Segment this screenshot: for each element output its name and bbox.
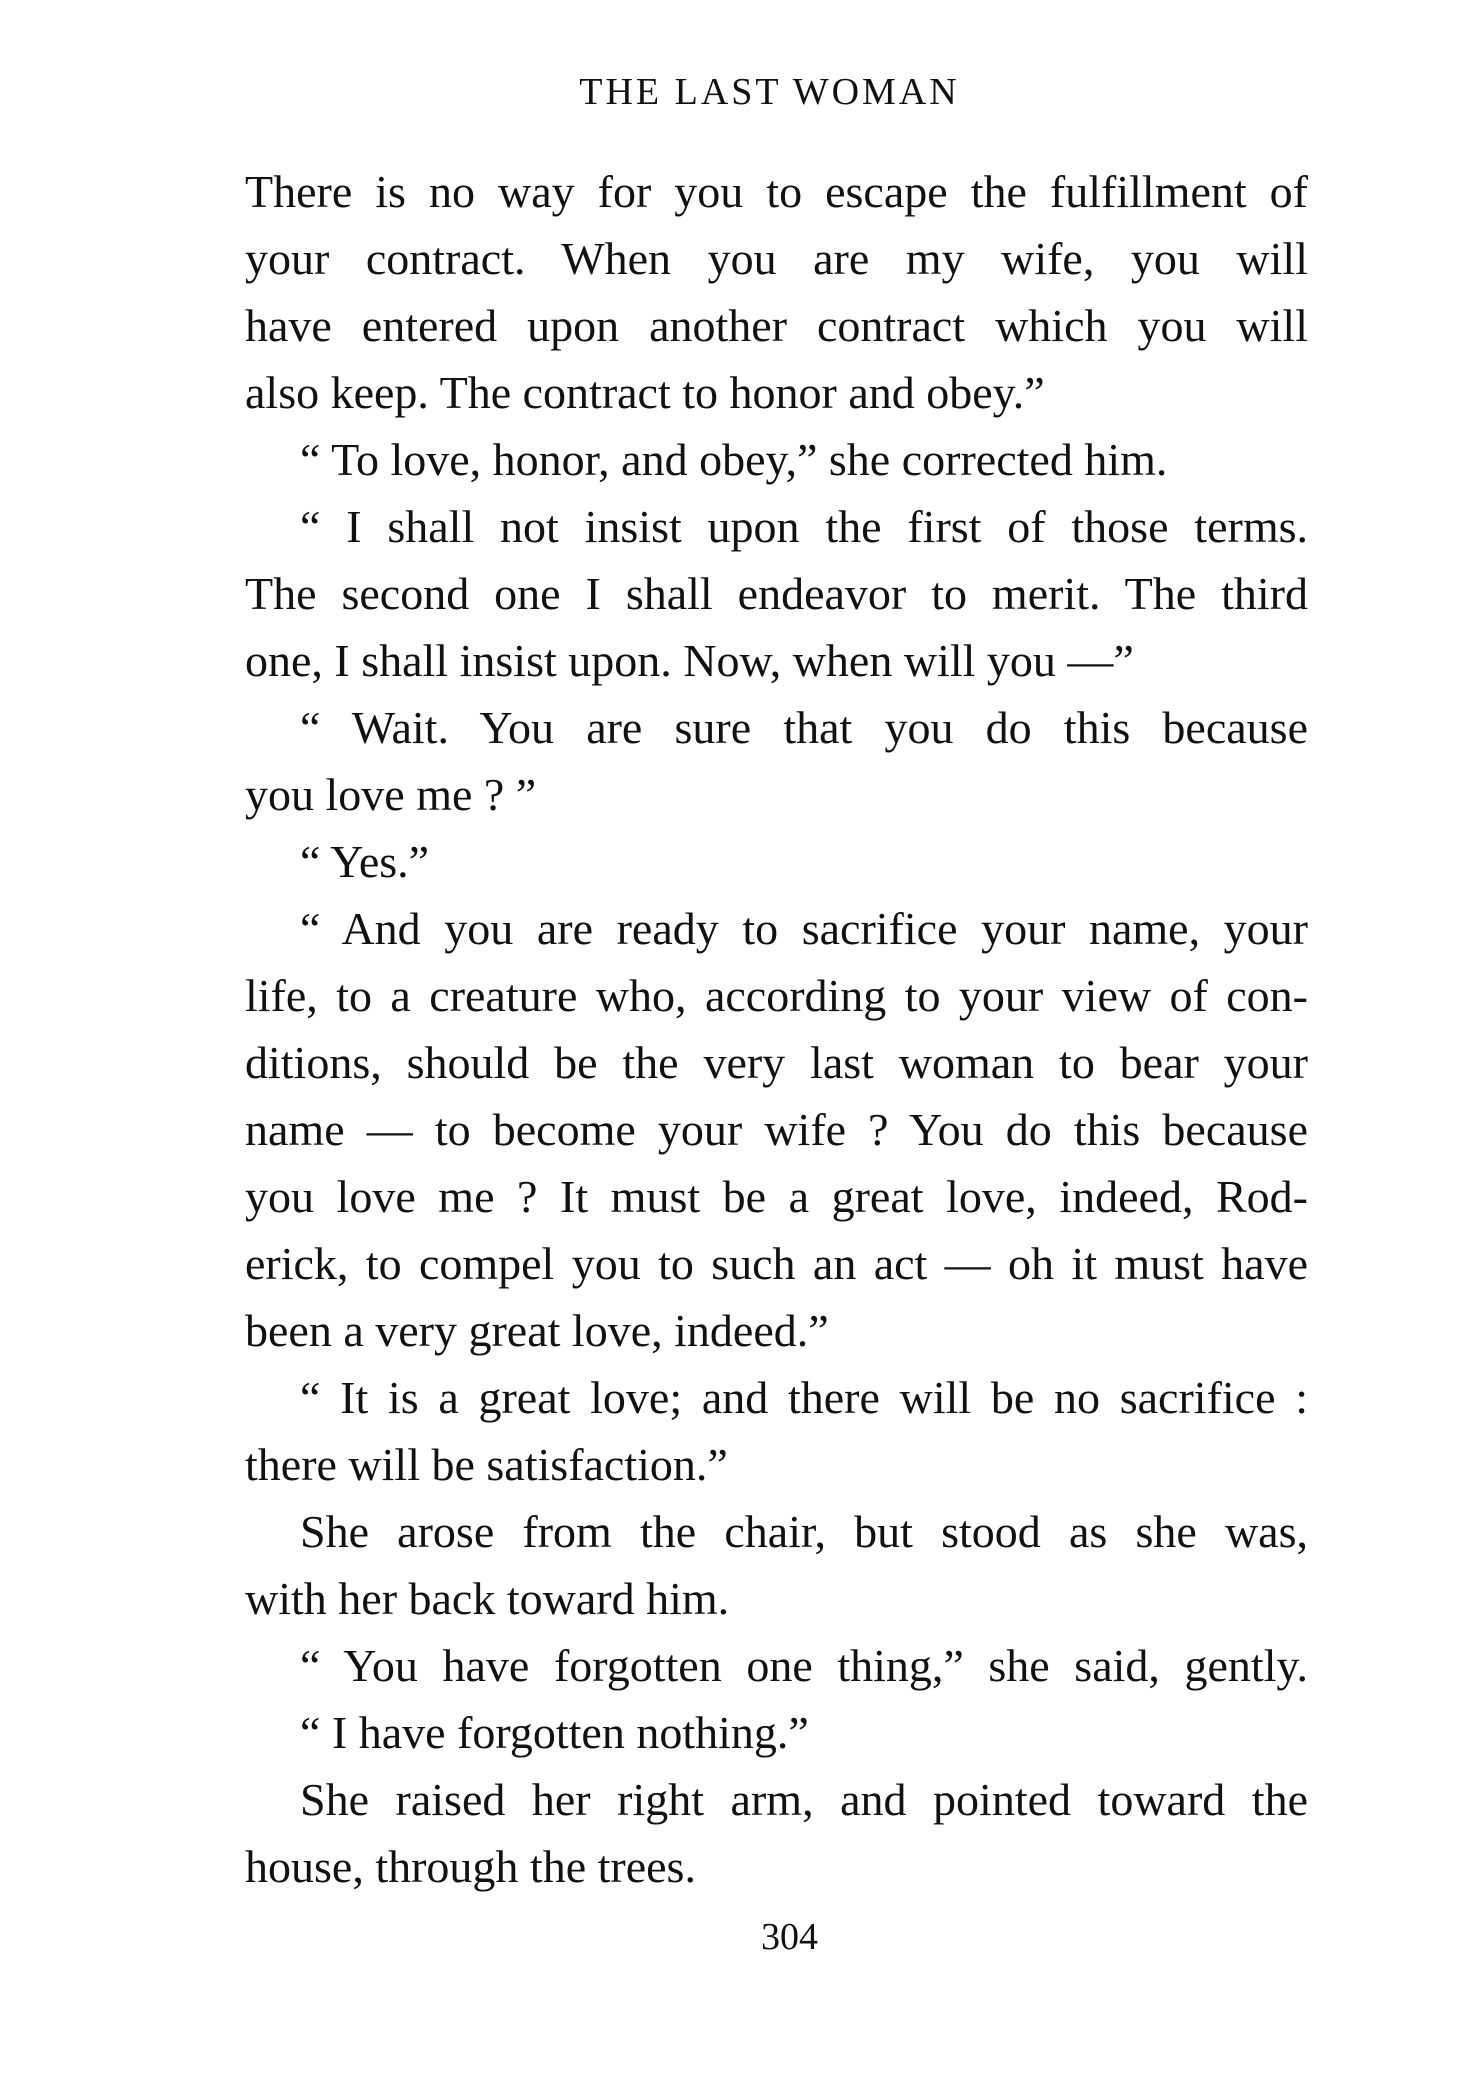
text-line: one, I shall insist upon. Now, when will you —” bbox=[245, 635, 1134, 686]
text-line: The second one I shall endeavor to merit. The third bbox=[245, 568, 1308, 619]
text-line: ditions, should be the very last woman to bear your bbox=[245, 1037, 1308, 1088]
text-line: have entered upon another contract which you will bbox=[245, 300, 1308, 351]
text-line: there will be satisfaction.” bbox=[245, 1439, 728, 1490]
text-line: you love me ? ” bbox=[245, 769, 537, 820]
text-line: “ Wait. You are sure that you do this because bbox=[300, 702, 1308, 753]
text-line: “ You have forgotten one thing,” she said, gently. bbox=[300, 1640, 1308, 1691]
text-line: “ To love, honor, and obey,” she corrected him. bbox=[300, 434, 1168, 485]
page-number: 304 bbox=[761, 1916, 818, 1958]
text-line: “ It is a great love; and there will be no sacrifice : bbox=[300, 1372, 1308, 1423]
text-line: She arose from the chair, but stood as she was, bbox=[300, 1506, 1308, 1557]
text-line: name — to become your wife ? You do this because bbox=[245, 1104, 1308, 1155]
running-header: THE LAST WOMAN bbox=[579, 71, 960, 113]
text-line: your contract. When you are my wife, you will bbox=[245, 233, 1308, 284]
text-line: “ Yes.” bbox=[300, 836, 430, 887]
text-line: you love me ? It must be a great love, indeed, Rod- bbox=[245, 1171, 1308, 1222]
text-line: house, through the trees. bbox=[245, 1841, 696, 1892]
text-line: There is no way for you to escape the fulfillment of bbox=[245, 166, 1308, 217]
text-line: “ I have forgotten nothing.” bbox=[300, 1707, 809, 1758]
text-line: “ And you are ready to sacrifice your name, your bbox=[300, 903, 1308, 954]
text-line: life, to a creature who, according to your view of con- bbox=[245, 970, 1308, 1021]
page-body-text bbox=[245, 158, 1308, 1900]
text-line: She raised her right arm, and pointed toward the bbox=[300, 1774, 1308, 1825]
text-line: erick, to compel you to such an act — oh it must have bbox=[245, 1238, 1308, 1289]
text-line: “ I shall not insist upon the first of those terms. bbox=[300, 501, 1308, 552]
text-line: also keep. The contract to honor and obey.” bbox=[245, 367, 1045, 418]
text-line: with her back toward him. bbox=[245, 1573, 730, 1624]
text-line: been a very great love, indeed.” bbox=[245, 1305, 829, 1356]
